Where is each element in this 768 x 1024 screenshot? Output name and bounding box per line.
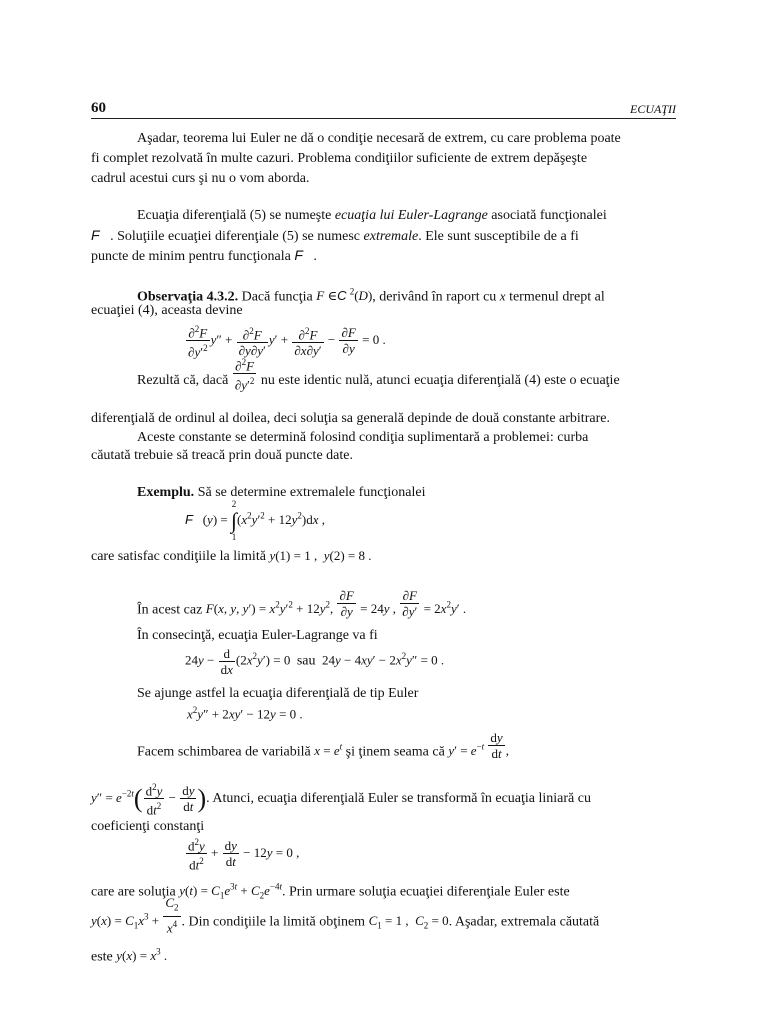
p1-line2: fi complet rezolvată în multe cazuri. Problema condiţiilor suficiente de extrem depăşeşte	[91, 151, 588, 166]
p2-line2: F . Soluţiile ecuaţiei diferenţiale (5) se numesc extremale. Ele sunt susceptibile de a fi	[91, 227, 579, 244]
ex-line3: În acest caz F(x, y, $y') = x^2y'^2 + 12y^2$, $\frac{\partial F}{\partial y}$ = 24y , $\frac{\partial F}{\partial y'}$ = $2x^2y'$ .	[137, 587, 467, 619]
ex-line5: Se ajunge astfel la ecuaţia diferenţială de tip Euler	[137, 686, 419, 701]
ex-line7: $y'' = e^{-2t}$( $\frac{d^2y}{dt^2}$ − $\frac{dy}{dt}$ ). Atunci, ecuaţia diferenţială Euler se transformă în ecuaţia liniară cu	[91, 782, 591, 818]
ex-line1: Exemplu. Să se determine extremalele funcţionalei	[137, 485, 426, 500]
ex-line11: este $y(x) = x^3$ .	[91, 947, 168, 965]
ex-line4: În consecinţă, ecuaţia Euler-Lagrange va fi	[137, 628, 378, 643]
obs-line4: diferenţială de ordinul al doilea, deci soluţia sa generală depinde de două constante arbitrare.	[91, 411, 610, 426]
p1-line1: Aşadar, teorema lui Euler ne dă o condiţie necesară de extrem, cu care problema poate	[137, 131, 621, 146]
equation-euler-lagrange: 24y − $\frac{d}{dx}$ $(2x^2y') = 0$ sau $24y - 4xy' - 2x^2y'' = 0$ .	[185, 646, 445, 677]
obs-line2: ecuaţiei (4), aceasta devine	[91, 303, 243, 318]
obs-line1: Observaţia 4.3.2. Dacă funcţia F ∈C $^2$(D), derivând în raport cu x termenul drept al	[137, 287, 605, 305]
obs-line5: Aceste constante se determină folosind condiţia suplimentară a problemei: curba	[137, 430, 589, 445]
ex-line8: coeficienţi constanţi	[91, 819, 205, 834]
equation-linear: $\frac{d^2y}{dt^2}$ + $\frac{dy}{dt}$ − 12y = 0 ,	[188, 837, 300, 873]
equation-functional: F (y) = 2 ∫ $1(x^2y'^2 + 12y^2)dx$ ,	[185, 499, 326, 542]
header-rule	[91, 118, 676, 119]
p1-line3: cadrul acestui curs şi nu o vom aborda.	[91, 171, 310, 186]
obs-line3: Rezultă că, dacă $\frac{\partial^2F}{\partial y'^2}$ nu este identic nulă, atunci ecuaţia diferenţială (4) este o ecuaţie	[137, 357, 620, 393]
p2-line1: Ecuaţia diferenţială (5) se numeşte ecuaţia lui Euler-Lagrange asociată funcţionalei	[137, 208, 607, 223]
p2-line3: puncte de minim pentru funcţionala F .	[91, 247, 317, 264]
equation-expansion: $\frac{\partial^2F}{\partial y'^2}$ y″ + $\frac{\partial^2F}{\partial y\partial y'}$ y′ + $\frac{\partial^2F}{\partial x\partial y'}$ − $\frac{\partial F}{\partial y}$ = 0 .	[188, 324, 386, 360]
ex-line6: Facem schimbarea de variabilă $x = e^t$ şi ţinem seama că $y' = e^{-t}$ $\frac{dy}{dt}$ ,	[137, 729, 509, 761]
chapter-title: ECUAŢII	[630, 102, 676, 116]
ex-line9: care are soluţia $y(t) = C_1e^{3t} + C_2e^{-4t}$. Prin urmare soluţia ecuaţiei diferenţiale Euler este	[91, 882, 570, 901]
page-number: 60	[91, 100, 106, 116]
equation-euler-type: $x^2y'' + 2xy' - 12y = 0$ .	[187, 705, 303, 722]
ex-line10: $y(x) = C_1x^3$ + $\frac{C_2}{x^4}$ . Din condiţiile la limită obţinem $C_1 = 1$ , $C_2 = 0$. Aşadar, extremala căutată	[91, 895, 600, 936]
ex-line2: care satisfac condiţiile la limită y(1) = 1 , y(2) = 8 .	[91, 548, 372, 564]
obs-line6: căutată trebuie să treacă prin două puncte date.	[91, 448, 353, 463]
